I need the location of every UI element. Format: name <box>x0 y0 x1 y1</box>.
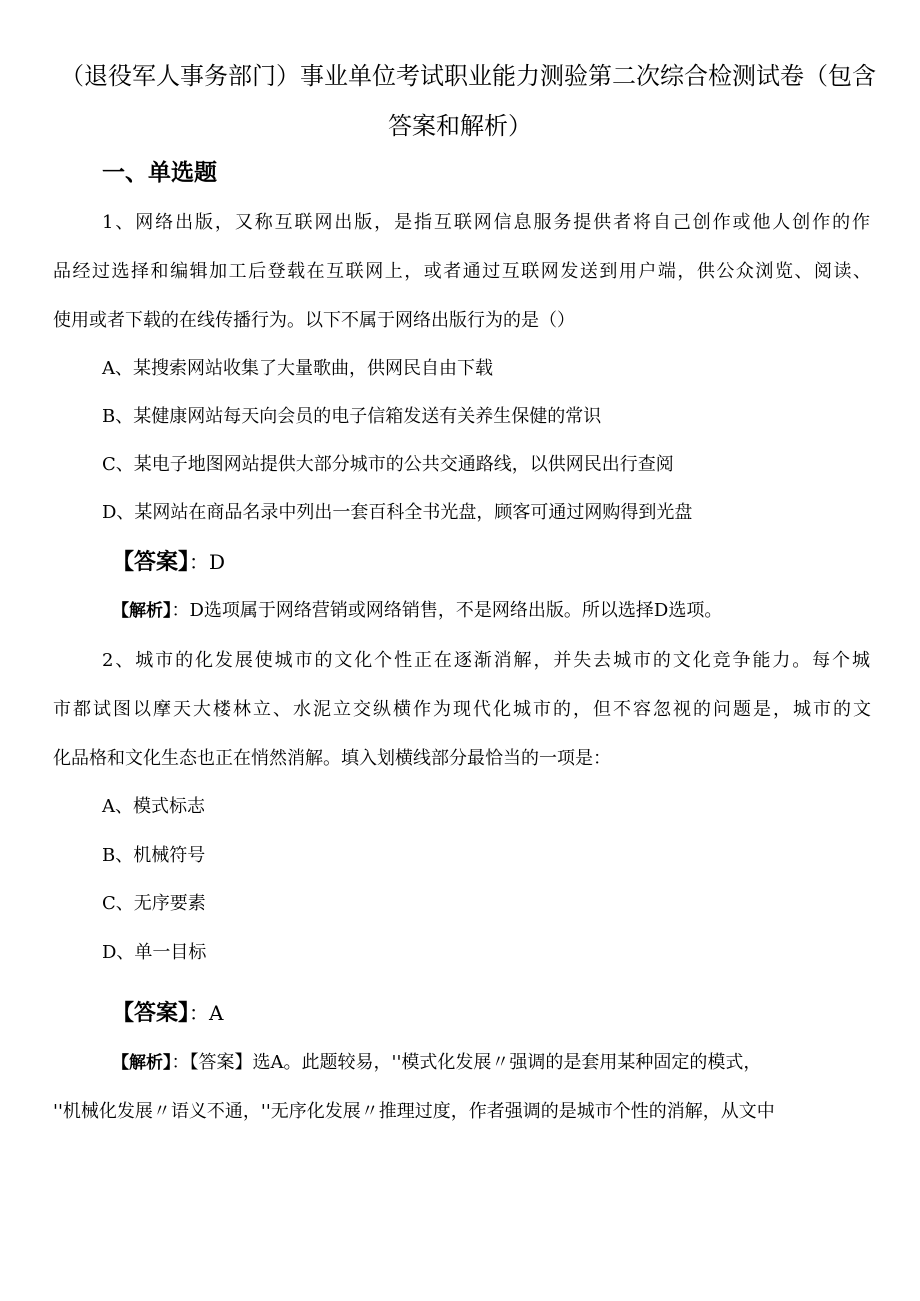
question-1-option-a: A、某搜索网站收集了大量歌曲，供网民自由下载 <box>102 358 493 379</box>
answer-label: 【答案】 <box>112 1001 190 1026</box>
question-2-option-a: A、模式标志 <box>102 796 205 817</box>
question-1-option-c: C、某电子地图网站提供大部分城市的公共交通路线，以供网民出行查阅 <box>102 454 674 475</box>
question-2-explanation-line-2: ''机械化发展〃语义不通，''无序化发展〃推理过度，作者强调的是城市个性的消解，从文中 <box>53 1101 775 1122</box>
question-2-stem-line-1: 2、城市的化发展使城市的文化个性正在逐渐消解，并失去城市的文化竞争能力。每个城 <box>102 650 870 671</box>
explanation-label: 【解析】 <box>112 1053 172 1073</box>
question-2-answer <box>112 999 223 1028</box>
section-heading: 一、单选题 <box>102 160 217 186</box>
document-title-line-1: （退役军人事务部门）事业单位考试职业能力测验第二次综合检测试卷（包含 <box>60 62 876 90</box>
question-2-option-b: B、机械符号 <box>102 845 206 866</box>
question-1-explanation <box>112 598 722 624</box>
question-2-stem-line-2: 市都试图以摩天大楼林立、水泥立交纵横作为现代化城市的，但不容忽视的问题是，城市的文 <box>53 699 871 720</box>
question-1-option-d: D、某网站在商品名录中列出一套百科全书光盘，顾客可通过网购得到光盘 <box>102 502 693 523</box>
explanation-text: ：D选项属于网络营销或网络销售，不是网络出版。所以选择D选项。 <box>171 600 723 621</box>
explanation-label: 【解析】 <box>112 601 172 621</box>
question-2-explanation <box>112 1050 870 1076</box>
question-1-stem-line-2: 品经过选择和编辑加工后登载在互联网上，或者通过互联网发送到用户端，供公众浏览、阅读、 <box>53 261 871 282</box>
question-1-stem-line-1: 1、网络出版，又称互联网出版，是指互联网信息服务提供者将自己创作或他人创作的作 <box>102 212 870 233</box>
explanation-text-line-1: ：【答案】选A。此题较易，''模式化发展〃强调的是套用某种固定的模式， <box>171 1052 762 1073</box>
answer-value: ：A <box>189 1001 224 1025</box>
answer-value: ：D <box>189 550 226 574</box>
document-title-line-2: 答案和解析） <box>388 112 532 140</box>
question-1-stem-line-3: 使用或者下载的在线传播行为。以下不属于网络出版行为的是（） <box>53 310 575 331</box>
answer-label: 【答案】 <box>112 550 190 575</box>
question-1-option-b: B、某健康网站每天向会员的电子信箱发送有关养生保健的常识 <box>102 406 602 427</box>
question-2-stem-line-3: 化品格和文化生态也正在悄然消解。填入划横线部分最恰当的一项是： <box>53 748 611 769</box>
question-2-option-d: D、单一目标 <box>102 942 207 963</box>
question-2-option-c: C、无序要素 <box>102 893 206 914</box>
question-1-answer <box>112 548 225 577</box>
